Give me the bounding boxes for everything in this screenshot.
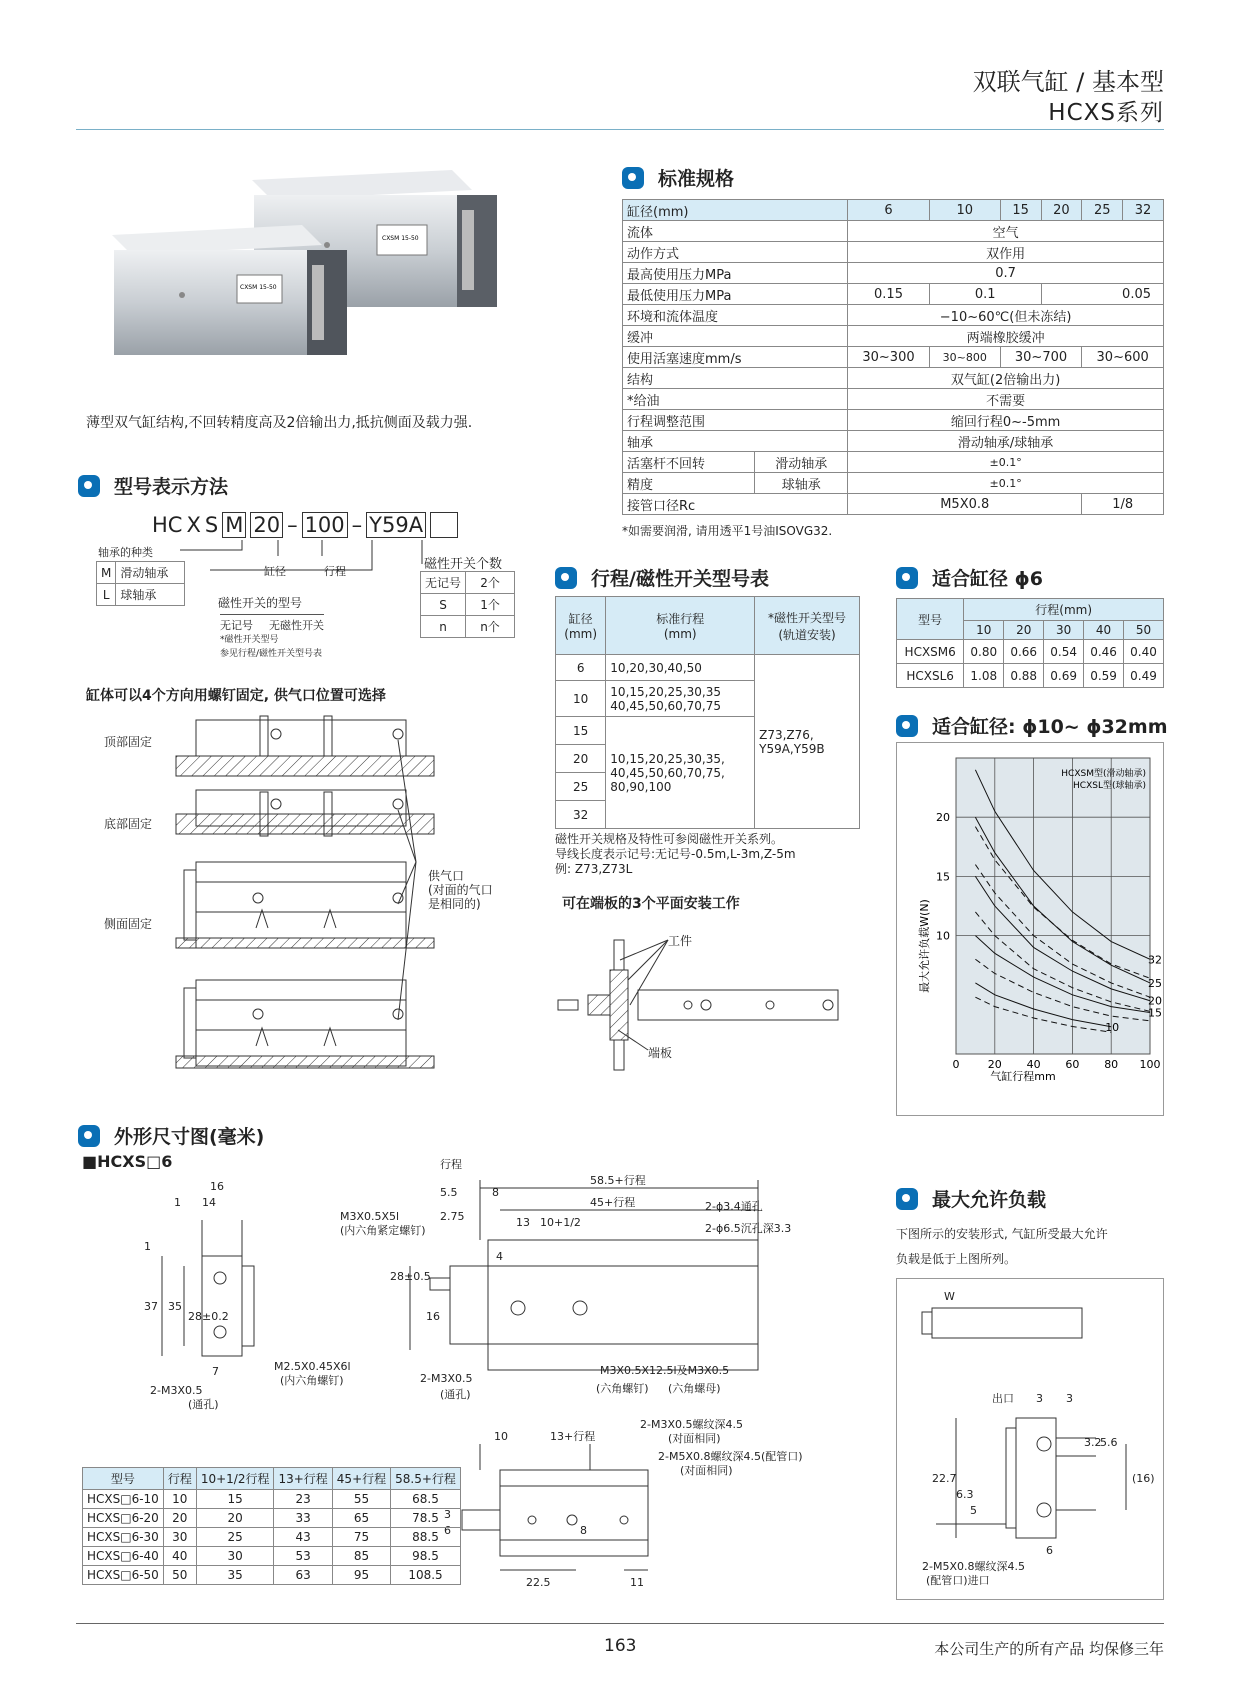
svg-text:(通孔): (通孔) [188,1398,219,1411]
svg-text:37: 37 [144,1300,158,1313]
section-dims: 外形尺寸图(毫米) [78,1122,264,1149]
product-label-a: CXSM 15-50 [382,235,419,242]
svg-text:8: 8 [580,1524,587,1537]
chart-x-label: 气缸行程mm [990,1070,1056,1083]
page-number: 163 [604,1636,637,1656]
maxload-text-2: 负载是低于上图所列。 [896,1252,1017,1266]
fit6-table: 型号 行程(mm) 10 20 30 40 50 HCXSM6 0.80 0.66 0.54 0.46 0.40 HCXSL6 1.08 0.88 0.69 0.59 0.49 [896,598,1164,688]
svg-text:58.5+行程: 58.5+行程 [590,1174,646,1187]
workpiece-label: 工件 [668,934,693,948]
svg-text:45+行程: 45+行程 [590,1196,636,1209]
endplate-label: 端板 [648,1046,673,1060]
svg-text:13+行程: 13+行程 [550,1430,596,1443]
chart-x-tick: 20 [987,1058,1002,1071]
chart-series-label: 10 [1105,1020,1120,1034]
product-photo [112,165,542,405]
section-icon [622,167,644,189]
chart-series-label: 20 [1148,994,1162,1008]
port-note-1: 供气口 [428,869,465,883]
port-note-3: 是相同的) [428,897,481,911]
chart-y-tick: 15 [936,870,950,884]
header-title: 双联气缸 / 基本型 [972,68,1164,96]
svg-text:2-M3X0.5螺纹深4.5: 2-M3X0.5螺纹深4.5 [640,1418,743,1431]
svg-text:(通孔): (通孔) [440,1388,471,1401]
svg-text:10: 10 [494,1430,508,1443]
chart-legend-entry: HCXSL型(球轴承) [1073,781,1146,791]
endplate-drawing [548,920,868,1080]
chart-series-label: 25 [1148,976,1162,990]
chart-y-tick: 10 [936,929,950,943]
svg-text:M2.5X0.45X6l: M2.5X0.45X6l [274,1360,351,1373]
svg-text:3: 3 [444,1508,451,1521]
section-icon [78,1125,100,1147]
port-note-2: (对面的气口 [428,883,493,897]
svg-text:(六角螺钉): (六角螺钉) [596,1382,649,1395]
header-series: HCXS系列 [1048,100,1164,126]
svg-text:M3X0.5X12.5l及M3X0.5: M3X0.5X12.5l及M3X0.5 [600,1364,730,1377]
chart-x-tick: 80 [1104,1058,1119,1071]
svg-text:3: 3 [1066,1392,1073,1405]
chart-plot-area [956,758,1150,1054]
svg-text:7: 7 [212,1365,219,1378]
dims-drawing [140,1158,792,1430]
svg-text:14: 14 [202,1196,216,1209]
svg-text:(对面相同): (对面相同) [680,1464,733,1477]
header-divider [76,129,1164,130]
section-spec: 标准规格 [622,164,734,191]
svg-text:22.7: 22.7 [932,1472,957,1485]
svg-text:16: 16 [210,1180,224,1193]
section-model: 型号表示方法 [78,472,228,499]
switch-note-2: 参见行程/磁性开关型号表 [220,649,323,659]
svg-text:2-M3X0.5: 2-M3X0.5 [420,1372,473,1385]
product-label-b: CXSM 15-50 [240,284,277,291]
svg-text:2-ϕ6.5沉孔深3.3: 2-ϕ6.5沉孔深3.3 [705,1222,792,1235]
chart-legend-entry: HCXSM型(滑动轴承) [1061,769,1146,779]
dims-bottom-drawing [440,1418,803,1590]
dims-model-label: ■HCXS□6 [82,1152,173,1171]
svg-text:(内六角螺钉): (内六角螺钉) [280,1374,344,1387]
svg-text:6: 6 [444,1524,451,1537]
svg-text:(配管口)进口: (配管口)进口 [926,1574,990,1587]
section-icon [896,1188,918,1210]
switch-qty-title: 磁性开关个数 [424,557,503,572]
load-chart [896,742,1164,1116]
section-stroke: 行程/磁性开关型号表 [555,564,769,591]
spec-note: *如需要润滑, 请用透平1号油ISOVG32. [622,524,833,538]
spec-table: 缸径(mm) 6 10 15 20 25 32 流体 空气 动作方式 双作用 最高使用压力MPa 0.7 最低使用压力MPa 0.15 0.1 0.05 环境和流体温度 −10~60℃(但未冻结) 缓冲 两端橡胶缓冲 使用活塞速度mm/s 30~300 30~800 30~700 30~600 结构 双气缸(2倍输出力) *给油 不需要 行程调整范围 缩回行程0~-5mm 轴承 滑动轴承/球轴承 活塞杆不回转 滑动轴承 ±0.1° 精度 球轴承 ±0.1° 接管口径Rc M5X0.8 1/8 [622,199,1164,515]
section-fit10: 适合缸径: ϕ10~ ϕ32mm [896,712,1168,739]
chart-x-tick: 40 [1026,1058,1041,1071]
svg-text:4: 4 [496,1250,503,1263]
svg-text:(六角螺母): (六角螺母) [668,1382,721,1395]
svg-text:13: 13 [516,1216,530,1229]
svg-text:8: 8 [492,1186,499,1199]
svg-text:6: 6 [1046,1544,1053,1557]
svg-text:28±0.5: 28±0.5 [390,1270,431,1283]
svg-text:W: W [944,1290,955,1303]
svg-text:16: 16 [426,1310,440,1323]
svg-text:10+1/2: 10+1/2 [540,1216,581,1229]
chart-y-label: 最大允许负载W(N) [918,899,931,993]
chart-series-label: 32 [1148,953,1162,967]
svg-text:2-M3X0.5: 2-M3X0.5 [150,1384,203,1397]
svg-text:3.2: 3.2 [1084,1436,1102,1449]
section-icon [555,567,577,589]
svg-text:2-ϕ3.4通孔: 2-ϕ3.4通孔 [705,1200,763,1213]
svg-text:1: 1 [144,1240,151,1253]
switch-qty-table: 无记号 2个 S 1个 n n个 [420,571,515,638]
switch-note-1: *磁性开关型号 [220,635,279,645]
stroke-table: 缸径 (mm) 标准行程 (mm) *磁性开关型号 (轨道安装) 6 10,20,30,40,50 Z73,Z76, Y59A,Y59B 10 10,15,20,25,30,35 40,45,50,60,70,75 15 10,15,20,25,30,35, 40,45,50,60,70,75, 80,90,100 20 25 32 [555,596,860,829]
section-icon [896,715,918,737]
switch-type-row: 无记号 无磁性开关 [220,614,324,633]
svg-text:行程: 行程 [440,1158,462,1171]
switch-type-title: 磁性开关的型号 [218,596,303,610]
model-code: HC X S M 20 – 100 – Y59A [152,512,458,538]
bore-label: 缸径 [264,565,286,578]
chart-x-tick: 0 [952,1058,960,1071]
svg-text:35: 35 [168,1300,182,1313]
chart-x-tick: 100 [1139,1058,1161,1071]
svg-text:2-M5X0.8螺纹深4.5: 2-M5X0.8螺纹深4.5 [922,1560,1025,1573]
svg-text:11: 11 [630,1576,644,1589]
stroke-note-2: 导线长度表示记号:无记号-0.5m,L-3m,Z-5m [555,847,796,861]
svg-text:(16): (16) [1132,1472,1155,1485]
mount-title: 缸体可以4个方向用螺钉固定, 供气口位置可选择 [86,688,386,704]
svg-text:5: 5 [970,1504,977,1517]
svg-text:M3X0.5X5l: M3X0.5X5l [340,1210,400,1223]
svg-text:2-M5X0.8螺纹深4.5(配管口): 2-M5X0.8螺纹深4.5(配管口) [658,1450,803,1463]
endplate-title: 可在端板的3个平面安装工作 [562,896,740,912]
maxload-drawing [896,1278,1164,1600]
mounting-drawings [176,712,436,1072]
svg-text:6.3: 6.3 [956,1488,974,1501]
stroke-note-1: 磁性开关规格及特性可参阅磁性开关系列。 [555,832,784,846]
svg-text:(对面相同): (对面相同) [668,1432,721,1445]
svg-text:3: 3 [1036,1392,1043,1405]
svg-text:28±0.2: 28±0.2 [188,1310,229,1323]
chart-y-tick: 20 [936,811,950,825]
bearing-title: 轴承的种类 [98,546,153,559]
mount-side-label: 侧面固定 [104,917,153,931]
warranty-text: 本公司生产的所有产品 均保修三年 [934,1640,1164,1658]
maxload-text-1: 下图所示的安装形式, 气缸所受最大允许 [896,1227,1108,1241]
section-fit6: 适合缸径 ϕ6 [896,564,1043,591]
svg-text:出口: 出口 [992,1392,1014,1405]
product-tagline: 薄型双气缸结构,不回转精度高及2倍输出力,抵抗侧面及载力强. [86,415,473,431]
chart-series-label: 15 [1148,1006,1162,1020]
section-maxload: 最大允许负载 [896,1185,1046,1212]
mount-top-label: 顶部固定 [104,735,153,749]
bearing-table: M 滑动轴承 L 球轴承 [96,561,185,606]
svg-text:1: 1 [174,1196,181,1209]
svg-text:(内六角紧定螺钉): (内六角紧定螺钉) [340,1224,426,1237]
chart-x-tick: 60 [1065,1058,1080,1071]
svg-text:5.6: 5.6 [1100,1436,1118,1449]
svg-text:22.5: 22.5 [526,1576,551,1589]
stroke-note-3: 例: Z73,Z73L [555,862,633,876]
svg-text:2.75: 2.75 [440,1210,465,1223]
section-icon [896,567,918,589]
mount-bottom-label: 底部固定 [104,817,153,831]
section-icon [78,475,100,497]
dims-table: 型号 行程 10+1/2行程 13+行程 45+行程 58.5+行程 HCXS□6-10 10 15 23 55 68.5 HCXS□6-20 20 20 33 65 78.5 HCXS□6-30 30 25 43 75 88.5 HCXS□6-40 40 30 53 85 98.5 HCXS□6-50 50 35 63 95 108.5 [82,1467,461,1585]
svg-text:5.5: 5.5 [440,1186,458,1199]
stroke-label: 行程 [324,565,346,578]
footer-divider [76,1623,1164,1624]
